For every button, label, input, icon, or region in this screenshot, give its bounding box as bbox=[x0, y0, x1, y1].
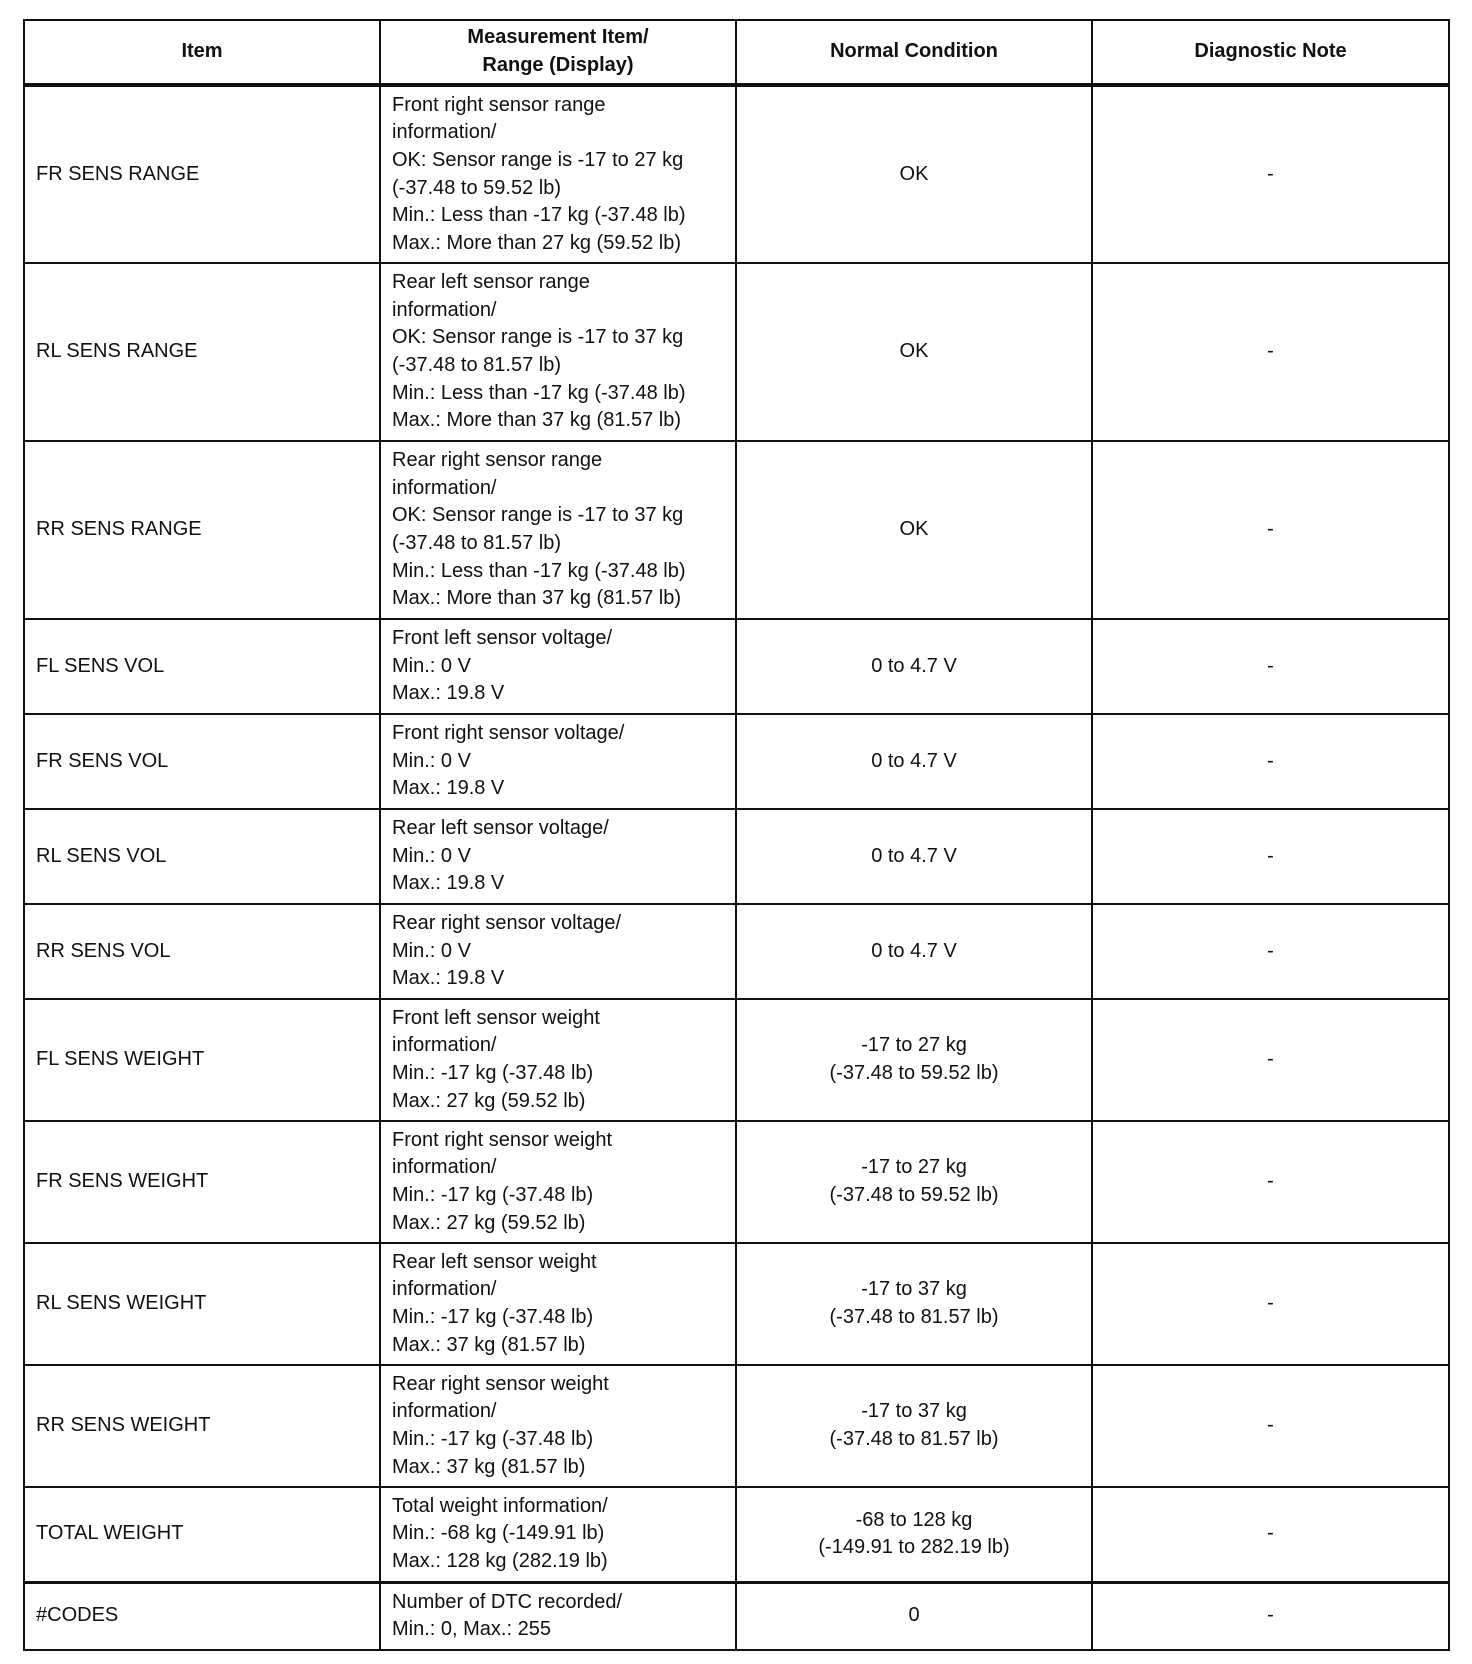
table-row bbox=[24, 1487, 1449, 1582]
header-item: Item bbox=[24, 20, 380, 85]
normal-condition-cell: OK bbox=[736, 263, 1092, 441]
normal-condition-cell: OK bbox=[736, 441, 1092, 619]
table-row bbox=[24, 619, 1449, 714]
table-row bbox=[24, 441, 1449, 619]
measurement-cell: Rear left sensor range information/ OK: Sensor range is -17 to 37 kg (-37.48 to 81.57 lb) Min.: Less than -17 kg (-37.48 lb) Max.: More than 37 kg (81.57 lb) bbox=[380, 263, 736, 441]
normal-condition-cell: 0 to 4.7 V bbox=[736, 619, 1092, 714]
item-cell: RL SENS VOL bbox=[24, 809, 380, 904]
header-measurement: Measurement Item/ Range (Display) bbox=[380, 20, 736, 85]
diagnostic-note-cell: - bbox=[1092, 999, 1449, 1121]
normal-condition-cell: -17 to 27 kg (-37.48 to 59.52 lb) bbox=[736, 999, 1092, 1121]
normal-condition-cell: -17 to 37 kg (-37.48 to 81.57 lb) bbox=[736, 1243, 1092, 1365]
measurement-cell: Rear right sensor weight information/ Min.: -17 kg (-37.48 lb) Max.: 37 kg (81.57 lb) bbox=[380, 1365, 736, 1487]
table-row bbox=[24, 1582, 1449, 1650]
table-row bbox=[24, 714, 1449, 809]
diagnostic-note-cell: - bbox=[1092, 714, 1449, 809]
measurement-cell: Rear right sensor range information/ OK: Sensor range is -17 to 37 kg (-37.48 to 81.57 lb) Min.: Less than -17 kg (-37.48 lb) Max.: More than 37 kg (81.57 lb) bbox=[380, 441, 736, 619]
normal-condition-cell: OK bbox=[736, 85, 1092, 263]
item-cell: FR SENS WEIGHT bbox=[24, 1121, 380, 1243]
diagnostic-note-cell: - bbox=[1092, 904, 1449, 999]
normal-condition-cell: -17 to 27 kg (-37.48 to 59.52 lb) bbox=[736, 1121, 1092, 1243]
measurement-cell: Rear right sensor voltage/ Min.: 0 V Max.: 19.8 V bbox=[380, 904, 736, 999]
diagnostic-note-cell: - bbox=[1092, 1365, 1449, 1487]
item-cell: RL SENS RANGE bbox=[24, 263, 380, 441]
table-row bbox=[24, 263, 1449, 441]
table-row bbox=[24, 1121, 1449, 1243]
item-cell: RR SENS VOL bbox=[24, 904, 380, 999]
table-row bbox=[24, 809, 1449, 904]
measurement-cell: Total weight information/ Min.: -68 kg (-149.91 lb) Max.: 128 kg (282.19 lb) bbox=[380, 1487, 736, 1582]
table-row bbox=[24, 1243, 1449, 1365]
item-cell: FL SENS WEIGHT bbox=[24, 999, 380, 1121]
diagnostic-note-cell: - bbox=[1092, 441, 1449, 619]
table-row bbox=[24, 904, 1449, 999]
item-cell: RR SENS WEIGHT bbox=[24, 1365, 380, 1487]
diagnostic-note-cell: - bbox=[1092, 1582, 1449, 1650]
table-row bbox=[24, 999, 1449, 1121]
diagnostic-note-cell: - bbox=[1092, 809, 1449, 904]
table-row bbox=[24, 85, 1449, 263]
item-cell: FL SENS VOL bbox=[24, 619, 380, 714]
diagnostic-note-cell: - bbox=[1092, 85, 1449, 263]
diagnostic-note-cell: - bbox=[1092, 619, 1449, 714]
normal-condition-cell: -17 to 37 kg (-37.48 to 81.57 lb) bbox=[736, 1365, 1092, 1487]
item-cell: TOTAL WEIGHT bbox=[24, 1487, 380, 1582]
measurement-cell: Front right sensor weight information/ Min.: -17 kg (-37.48 lb) Max.: 27 kg (59.52 lb) bbox=[380, 1121, 736, 1243]
data-list-table bbox=[23, 19, 1450, 1651]
diagnostic-note-cell: - bbox=[1092, 263, 1449, 441]
measurement-cell: Rear left sensor voltage/ Min.: 0 V Max.: 19.8 V bbox=[380, 809, 736, 904]
normal-condition-cell: 0 to 4.7 V bbox=[736, 714, 1092, 809]
measurement-cell: Rear left sensor weight information/ Min.: -17 kg (-37.48 lb) Max.: 37 kg (81.57 lb) bbox=[380, 1243, 736, 1365]
diagnostic-note-cell: - bbox=[1092, 1487, 1449, 1582]
normal-condition-cell: 0 to 4.7 V bbox=[736, 809, 1092, 904]
measurement-cell: Front right sensor range information/ OK: Sensor range is -17 to 27 kg (-37.48 to 59.52 lb) Min.: Less than -17 kg (-37.48 lb) Max.: More than 27 kg (59.52 lb) bbox=[380, 85, 736, 263]
header-normal-condition: Normal Condition bbox=[736, 20, 1092, 85]
item-cell: #CODES bbox=[24, 1582, 380, 1650]
item-cell: FR SENS RANGE bbox=[24, 85, 380, 263]
header-diagnostic-note: Diagnostic Note bbox=[1092, 20, 1449, 85]
table-row bbox=[24, 1365, 1449, 1487]
item-cell: RR SENS RANGE bbox=[24, 441, 380, 619]
item-cell: FR SENS VOL bbox=[24, 714, 380, 809]
normal-condition-cell: -68 to 128 kg (-149.91 to 282.19 lb) bbox=[736, 1487, 1092, 1582]
diagnostic-note-cell: - bbox=[1092, 1121, 1449, 1243]
normal-condition-cell: 0 bbox=[736, 1582, 1092, 1650]
measurement-cell: Front left sensor weight information/ Min.: -17 kg (-37.48 lb) Max.: 27 kg (59.52 lb) bbox=[380, 999, 736, 1121]
table-header-row bbox=[24, 20, 1449, 85]
measurement-cell: Front right sensor voltage/ Min.: 0 V Max.: 19.8 V bbox=[380, 714, 736, 809]
measurement-cell: Number of DTC recorded/ Min.: 0, Max.: 255 bbox=[380, 1582, 736, 1650]
item-cell: RL SENS WEIGHT bbox=[24, 1243, 380, 1365]
measurement-cell: Front left sensor voltage/ Min.: 0 V Max.: 19.8 V bbox=[380, 619, 736, 714]
diagnostic-note-cell: - bbox=[1092, 1243, 1449, 1365]
normal-condition-cell: 0 to 4.7 V bbox=[736, 904, 1092, 999]
